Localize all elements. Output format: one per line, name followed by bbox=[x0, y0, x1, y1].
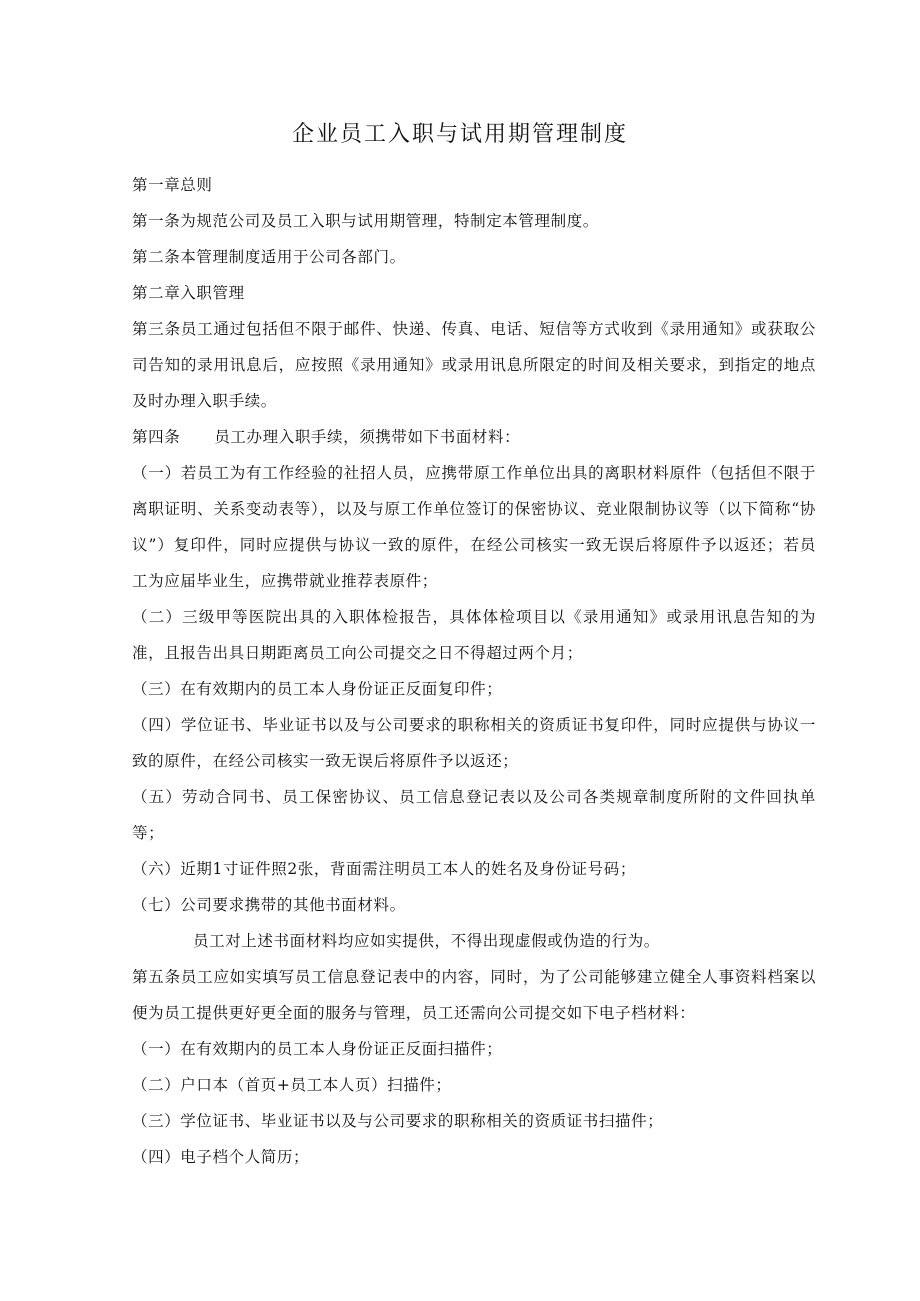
article-2: 第二条本管理制度适用于公司各部门。 bbox=[132, 248, 406, 266]
article-4-item: （二）三级甲等医院出具的入职体检报告，具体体检项目以《录用通知》或录用讯息告知的为准，且报告出具日期距离员工向公司提交之日不得超过两个月； bbox=[132, 608, 816, 662]
chapter-heading-2: 第二章入职管理 bbox=[132, 284, 245, 302]
article-4-item: （四）学位证书、毕业证书以及与公司要求的职称相关的资质证书复印件，同时应提供与协议一致的原件，在经公司核实一致无误后将原件予以返还； bbox=[132, 716, 816, 770]
article-4-item: （七）公司要求携带的其他书面材料。 bbox=[132, 896, 406, 914]
article-4-label: 第四条 bbox=[132, 428, 181, 446]
article-4 bbox=[132, 419, 816, 455]
article-4-item: （六）近期1寸证件照2张，背面需注明员工本人的姓名及身份证号码； bbox=[132, 860, 636, 878]
article-5-item: （一）在有效期内的员工本人身份证正反面扫描件； bbox=[132, 1040, 503, 1058]
article-4-text: 员工办理入职手续，须携带如下书面材料： bbox=[214, 428, 521, 446]
article-4-note: 员工对上述书面材料均应如实提供，不得出现虚假或伪造的行为。 bbox=[193, 932, 660, 950]
article-1: 第一条为规范公司及员工入职与试用期管理，特制定本管理制度。 bbox=[132, 212, 599, 230]
article-5-item: （三）学位证书、毕业证书以及与公司要求的职称相关的资质证书扫描件； bbox=[132, 1112, 664, 1130]
chapter-heading-1: 第一章总则 bbox=[132, 176, 213, 194]
document-body bbox=[132, 167, 816, 1175]
article-3: 第三条员工通过包括但不限于邮件、快递、传真、电话、短信等方式收到《录用通知》或获取公司告知的录用讯息后，应按照《录用通知》或录用讯息所限定的时间及相关要求，到指定的地点及时办理入职手续。 bbox=[132, 320, 816, 410]
article-5: 第五条员工应如实填写员工信息登记表中的内容，同时，为了公司能够建立健全人事资料档案以便为员工提供更好更全面的服务与管理，员工还需向公司提交如下电子档材料： bbox=[132, 968, 816, 1022]
article-4-item: （一）若员工为有工作经验的社招人员，应携带原工作单位出具的离职材料原件（包括但不限于离职证明、关系变动表等），以及与原工作单位签订的保密协议、竞业限制协议等（以下简称“协议”）复印件，同时应提供与协议一致的原件，在经公司核实一致无误后将原件予以返还；若员工为应届毕业生，应携带就业推荐表原件； bbox=[132, 464, 816, 590]
page-title: 企业员工入职与试用期管理制度 bbox=[291, 122, 628, 147]
article-4-item: （三）在有效期内的员工本人身份证正反面复印件； bbox=[132, 680, 503, 698]
article-4-item: （五）劳动合同书、员工保密协议、员工信息登记表以及公司各类规章制度所附的文件回执单等； bbox=[132, 788, 816, 842]
article-5-item: （二）户口本（首页+员工本人页）扫描件； bbox=[132, 1076, 452, 1094]
article-5-item: （四）电子档个人简历； bbox=[132, 1148, 310, 1166]
